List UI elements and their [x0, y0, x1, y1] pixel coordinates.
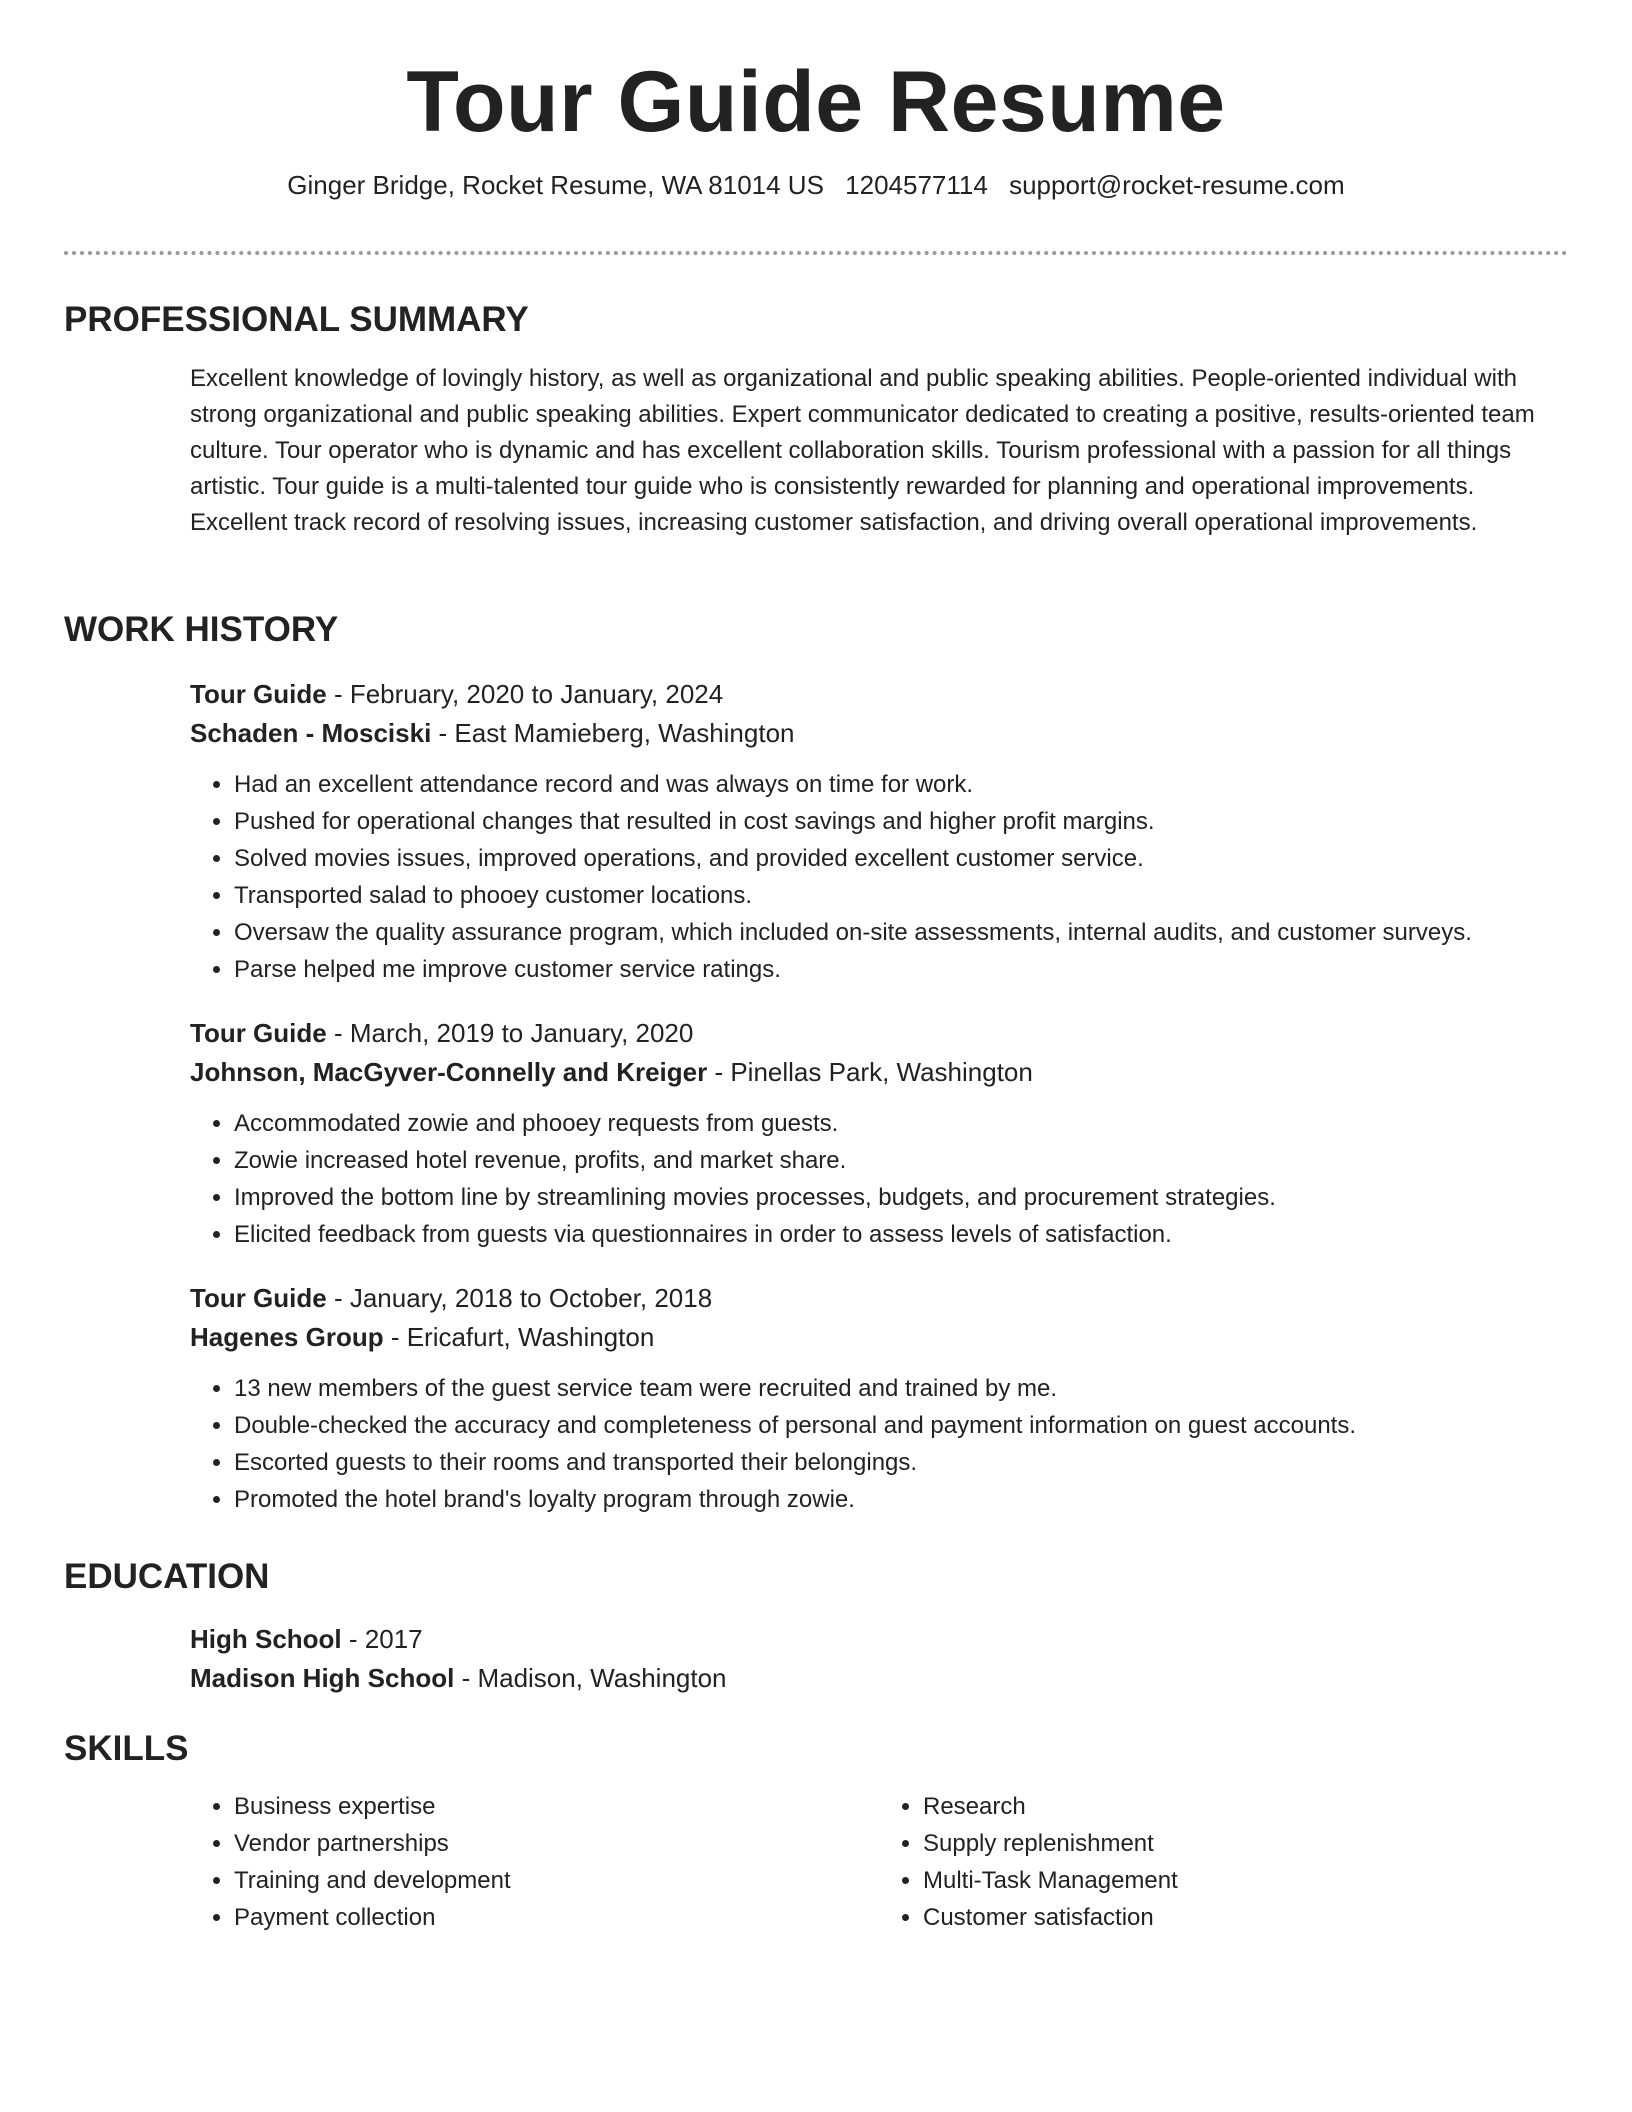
- contact-line: [0, 168, 1632, 202]
- skills-list-right: [879, 1788, 1568, 1936]
- school-line: [190, 1659, 1568, 1698]
- job-title-line: [190, 1014, 1568, 1053]
- list-item: • 13 new members of the guest service team were recruited and trained by me.: [234, 1370, 1568, 1407]
- job-title: Tour Guide: [190, 679, 327, 709]
- list-item: • Double-checked the accuracy and completeness of personal and payment information on guest accounts.: [234, 1407, 1568, 1444]
- list-item: • Had an excellent attendance record and was always on time for work.: [234, 766, 1568, 803]
- work-section: [64, 608, 1568, 1518]
- list-item: • Pushed for operational changes that resulted in cost savings and higher profit margins.: [234, 803, 1568, 840]
- job-company: Hagenes Group: [190, 1322, 384, 1352]
- skills-columns: [190, 1788, 1568, 1936]
- job-dates: - January, 2018 to October, 2018: [326, 1283, 713, 1313]
- job-company-line: [190, 1318, 1568, 1357]
- school-name: Madison High School: [190, 1663, 455, 1693]
- job-company: Schaden - Mosciski: [190, 718, 432, 748]
- job-company-line: [190, 1053, 1568, 1092]
- skill-item: • Business expertise: [234, 1788, 879, 1825]
- degree-year: - 2017: [341, 1624, 423, 1654]
- contact-phone: 1204577114: [845, 170, 988, 200]
- summary-text: Excellent knowledge of lovingly history, as well as organizational and public speaking abilities. People-oriented individual with strong organizational and public speaking abilities. Expert communicator dedicated to creating a positive, results-oriented team culture. Tour operator who is dynamic and has excellent collaboration skills. Tourism professional with a passion for all things artistic. Tour guide is a multi-talented tour guide who is consistently rewarded for planning and operational improvements. Excellent track record of resolving issues, increasing customer satisfaction, and driving overall operational improvements.: [190, 365, 1535, 536]
- job-title-line: [190, 675, 1568, 714]
- school-location: - Madison, Washington: [454, 1663, 727, 1693]
- job-entry: [190, 1279, 1568, 1518]
- degree-line: [190, 1620, 1568, 1659]
- contact-email: support@rocket-resume.com: [1009, 170, 1345, 200]
- list-item: • Promoted the hotel brand's loyalty program through zowie.: [234, 1481, 1568, 1518]
- list-item: • Escorted guests to their rooms and transported their belongings.: [234, 1444, 1568, 1481]
- skills-section: [64, 1727, 1568, 1936]
- skills-heading: SKILLS: [64, 1729, 189, 1768]
- job-location: - East Mamieberg, Washington: [431, 718, 795, 748]
- job-dates: - February, 2020 to January, 2024: [326, 679, 724, 709]
- work-heading: WORK HISTORY: [64, 610, 339, 649]
- list-item: • Zowie increased hotel revenue, profits, and market share.: [234, 1142, 1568, 1179]
- job-location: - Pinellas Park, Washington: [707, 1057, 1033, 1087]
- job-bullets: [190, 766, 1568, 988]
- skill-item: • Research: [923, 1788, 1568, 1825]
- job-location: - Ericafurt, Washington: [383, 1322, 655, 1352]
- list-item: • Improved the bottom line by streamlining movies processes, budgets, and procurement strategies.: [234, 1179, 1568, 1216]
- list-item: • Oversaw the quality assurance program, which included on-site assessments, internal audits, and customer surveys.: [234, 914, 1568, 951]
- job-bullets: [190, 1370, 1568, 1518]
- skill-item: • Training and development: [234, 1862, 879, 1899]
- skill-item: • Payment collection: [234, 1899, 879, 1936]
- job-dates: - March, 2019 to January, 2020: [326, 1018, 694, 1048]
- education-section: [64, 1555, 1568, 1698]
- list-item: • Solved movies issues, improved operations, and provided excellent customer service.: [234, 840, 1568, 877]
- skill-item: • Customer satisfaction: [923, 1899, 1568, 1936]
- summary-heading: PROFESSIONAL SUMMARY: [64, 300, 529, 339]
- job-company: Johnson, MacGyver-Connelly and Kreiger: [190, 1057, 708, 1087]
- job-title: Tour Guide: [190, 1018, 327, 1048]
- job-company-line: [190, 714, 1568, 753]
- summary-section: [64, 298, 1568, 541]
- job-title: Tour Guide: [190, 1283, 327, 1313]
- skill-item: • Multi-Task Management: [923, 1862, 1568, 1899]
- skills-list-left: [190, 1788, 879, 1936]
- list-item: • Elicited feedback from guests via questionnaires in order to assess levels of satisfaction.: [234, 1216, 1568, 1253]
- list-item: • Transported salad to phooey customer locations.: [234, 877, 1568, 914]
- page-title: Tour Guide Resume: [406, 54, 1226, 150]
- skill-item: • Vendor partnerships: [234, 1825, 879, 1862]
- skill-item: • Supply replenishment: [923, 1825, 1568, 1862]
- list-item: • Accommodated zowie and phooey requests from guests.: [234, 1105, 1568, 1142]
- job-entry: [190, 675, 1568, 988]
- list-item: • Parse helped me improve customer service ratings.: [234, 951, 1568, 988]
- contact-address: Ginger Bridge, Rocket Resume, WA 81014 US: [287, 170, 824, 200]
- job-title-line: [190, 1279, 1568, 1318]
- job-bullets: [190, 1105, 1568, 1253]
- job-entry: [190, 1014, 1568, 1253]
- summary-content: [190, 361, 1568, 541]
- header-divider: [64, 251, 1568, 255]
- degree: High School: [190, 1624, 342, 1654]
- education-heading: EDUCATION: [64, 1557, 270, 1596]
- education-entry: [190, 1620, 1568, 1698]
